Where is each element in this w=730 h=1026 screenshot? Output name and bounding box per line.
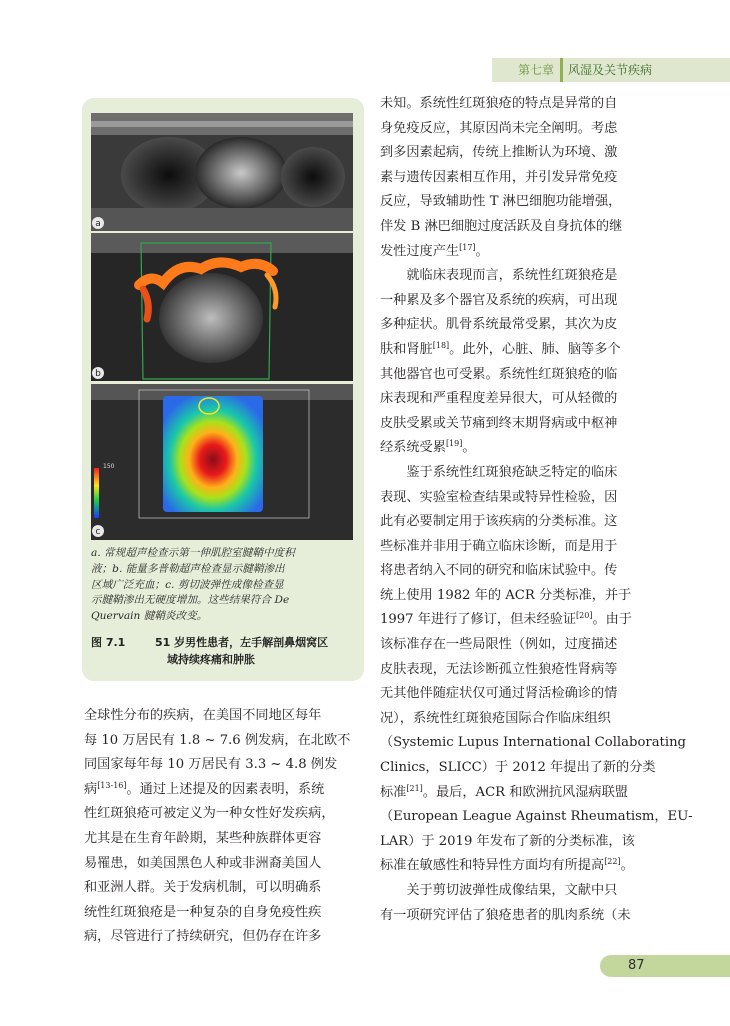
text-line	[380, 338, 660, 363]
text-segment: 。最后，ACR 和欧洲抗风湿病联盟	[422, 784, 628, 800]
caption-line: 示腱鞘渗出无硬度增加。这些结果符合 De	[91, 594, 290, 607]
text-segment: （European League Against Rheumatism，EU-	[380, 809, 693, 825]
citation-ref: [17]	[459, 242, 476, 252]
text-segment: 无其他伴随症状仅可通过肾活检确诊的情	[380, 686, 618, 702]
text-line	[84, 704, 366, 729]
text-segment: 将患者纳入不同的研究和临床试验中。传	[380, 563, 618, 579]
text-line	[380, 141, 660, 166]
citation-ref: [19]	[445, 439, 463, 449]
text-line	[380, 289, 660, 314]
figure-title-line1: 51 岁男性患者，左手解剖鼻烟窝区	[155, 636, 329, 649]
text-line	[380, 166, 660, 191]
text-line	[380, 904, 660, 929]
text-line	[84, 778, 366, 803]
text-segment: （Systemic Lupus International Collaborating	[380, 735, 687, 751]
text-line	[84, 802, 366, 827]
text-line	[380, 879, 660, 904]
text-segment: 尤其是在生育年龄期，某些种族群体更容	[84, 830, 322, 846]
page-number: 87	[628, 958, 645, 973]
text-segment: 鉴于系统性红斑狼疮缺乏特定的临床	[380, 464, 618, 480]
text-segment: 统性红斑狼疮是一种复杂的自身免疫性疾	[84, 904, 322, 920]
text-segment: 肤和肾脏	[380, 341, 433, 357]
text-segment: 一种累及多个器官及系统的疾病，可出现	[380, 292, 618, 308]
left-text-column	[84, 704, 366, 950]
text-line	[380, 486, 660, 511]
page-number-tab	[600, 955, 730, 977]
text-segment: 皮肤受累或关节痛到终末期肾病或中枢神	[380, 415, 618, 431]
text-segment: 到多因素起病，传统上推断认为环境、激	[380, 145, 618, 161]
text-segment: 反应，导致辅助性 T 淋巴细胞功能增强，	[380, 194, 622, 210]
doppler-panel-b	[91, 233, 353, 381]
text-segment: 些标准并非用于确立临床诊断，而是用于	[380, 538, 618, 554]
text-segment: 况），系统性红斑狼疮国际合作临床组织	[380, 710, 611, 726]
text-segment: 床表现和严重程度差异很大，可从轻微的	[380, 391, 618, 407]
text-line	[380, 633, 660, 658]
elastography-panel-c	[91, 384, 353, 540]
text-segment: 性红斑狼疮可被定义为一种女性好发疾病，	[84, 806, 335, 822]
text-segment: 。由于	[592, 612, 632, 628]
text-line	[84, 876, 366, 901]
text-segment: 和亚洲人群。关于发病机制，可以明确系	[84, 880, 322, 896]
text-line	[380, 854, 660, 879]
chapter-label: 第七章	[518, 63, 555, 77]
text-segment: 每 10 万居民有 1.8 ~ 7.6 例发病，在北欧不	[84, 732, 351, 748]
text-segment: 。	[620, 858, 634, 874]
caption-line: a. 常规超声检查示第一伸肌腔室腱鞘中度积	[91, 547, 295, 559]
text-line	[380, 707, 660, 732]
citation-ref: [18]	[432, 340, 450, 350]
text-segment: 标准	[380, 784, 407, 800]
text-segment: 统上使用 1982 年的 ACR 分类标准，并于	[380, 587, 632, 603]
text-segment: 。此外，心脏、肺、脑等多个	[449, 341, 621, 357]
text-line	[380, 215, 660, 240]
text-line	[380, 805, 693, 830]
caption-line: Quervain 腱鞘炎改变。	[91, 610, 208, 623]
text-line	[380, 584, 660, 609]
text-line	[380, 363, 660, 388]
elastography-scale-label: 150	[103, 463, 115, 470]
text-line	[84, 827, 366, 852]
caption-line: 液；b. 能量多普勒超声检查显示腱鞘渗出	[91, 562, 285, 575]
text-line	[380, 559, 660, 584]
text-segment: 伴发 B 淋巴细胞过度活跃及自身抗体的继	[380, 218, 623, 234]
text-segment: 素与遗传因素相互作用，并引发异常免疫	[380, 169, 618, 185]
text-segment: 易罹患，如美国黑色人种或非洲裔美国人	[84, 855, 322, 871]
text-segment: 。	[475, 243, 489, 259]
text-line	[380, 436, 660, 461]
right-text-column	[380, 92, 693, 928]
figure-number: 图 7.1	[91, 636, 126, 649]
ultrasound-panel-a	[91, 113, 353, 231]
text-segment: 病	[84, 781, 98, 797]
text-line	[380, 240, 660, 265]
text-line	[380, 682, 660, 707]
text-segment: LAR）于 2019 年发布了新的分类标准，该	[380, 833, 635, 849]
citation-ref: [20]	[576, 611, 593, 621]
text-segment: 关于剪切波弹性成像结果，文献中只	[380, 883, 618, 898]
text-segment: 标准在敏感性和特异性方面均有所提高	[380, 858, 605, 874]
text-line	[380, 190, 660, 215]
caption-line: 区域广泛充血；c. 剪切波弹性成像检查显	[91, 578, 284, 591]
text-line	[380, 117, 660, 142]
citation-ref: [13-16]	[97, 780, 127, 790]
text-line	[380, 731, 687, 756]
citation-ref: [22]	[604, 857, 621, 867]
text-segment: 表现、实验室检查结果或特异性检验，因	[380, 489, 618, 505]
text-segment: 就临床表现而言，系统性红斑狼疮是	[380, 268, 618, 284]
text-segment: 同国家每年每 10 万居民有 3.3 ~ 4.8 例发	[84, 757, 338, 773]
text-segment: 。通过上述提及的因素表明，系统	[126, 781, 325, 797]
text-line	[380, 535, 660, 560]
text-line	[84, 901, 366, 926]
text-line	[84, 925, 366, 950]
text-segment: 病，尽管进行了持续研究，但仍存在许多	[84, 929, 322, 945]
text-segment: 经系统受累	[380, 440, 446, 456]
text-line	[380, 756, 660, 781]
figure-title-line2: 域持续疼痛和肿胀	[167, 653, 255, 666]
text-segment: 。	[462, 440, 476, 456]
text-segment: 多种症状。肌骨系统最常受累，其次为皮	[380, 317, 618, 333]
text-segment: 身免疫反应，其原因尚未完全阐明。考虑	[380, 120, 618, 136]
citation-ref: [21]	[406, 783, 423, 793]
text-segment: 发性过度产生	[380, 243, 460, 259]
header-divider	[560, 58, 563, 82]
panel-a-label: a	[95, 219, 101, 229]
text-segment: 有一项研究评估了狼疮患者的肌肉系统（未	[380, 907, 631, 923]
section-title: 风湿及关节疾病	[568, 63, 653, 77]
text-line	[380, 461, 660, 486]
text-line	[380, 264, 660, 289]
text-segment: 1997 年进行了修订，但未经验证	[380, 612, 577, 628]
text-segment: 此有必要制定用于该疾病的分类标准。这	[380, 514, 618, 530]
text-line	[380, 313, 660, 338]
text-line	[380, 510, 660, 535]
panel-c-label: c	[95, 527, 101, 537]
text-segment: Clinics，SLICC）于 2012 年提出了新的分类	[380, 760, 656, 776]
text-line	[380, 658, 660, 683]
text-segment: 皮肤表现，无法诊断孤立性狼疮性肾病等	[380, 661, 618, 677]
text-line	[380, 608, 660, 633]
text-line	[380, 830, 660, 855]
text-segment: 未知。系统性红斑狼疮的特点是异常的自	[380, 96, 618, 111]
text-segment: 其他器官也可受累。系统性红斑狼疮的临	[380, 366, 618, 382]
text-line	[380, 412, 660, 437]
figure-title	[91, 634, 353, 668]
text-line	[380, 781, 660, 806]
text-line	[380, 92, 660, 117]
text-line	[380, 387, 660, 412]
text-line	[84, 729, 366, 754]
text-segment: 该标准存在一些局限性（例如，过度描述	[380, 637, 618, 653]
figure-caption	[91, 546, 353, 625]
text-segment: 全球性分布的疾病，在美国不同地区每年	[84, 708, 322, 723]
text-line	[84, 852, 366, 877]
text-line	[84, 753, 366, 778]
panel-b-label: b	[95, 369, 101, 379]
